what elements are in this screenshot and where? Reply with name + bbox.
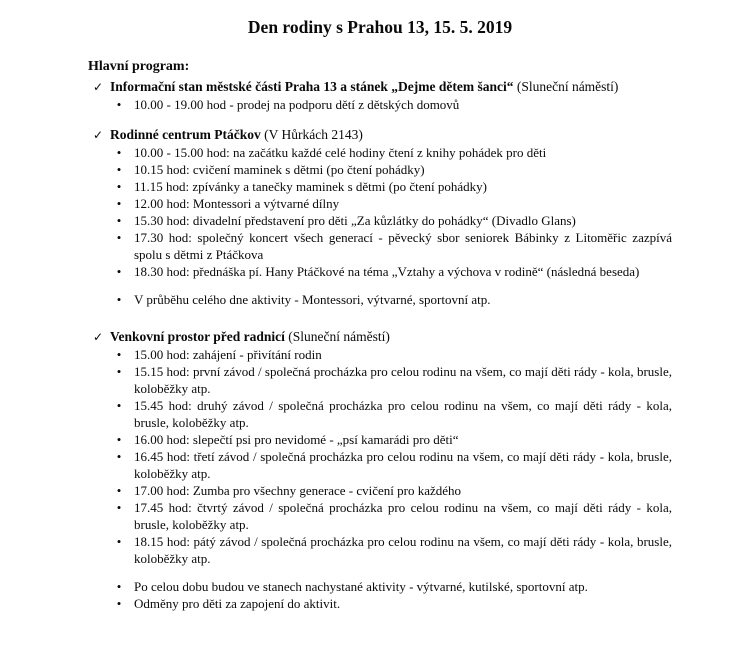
list-item-text: 18.30 hod: přednáška pí. Hany Ptáčkové na téma „Vztahy a výchova v rodině“ (následná beseda): [134, 264, 640, 279]
section-items: [88, 346, 672, 567]
section-title-line: [88, 328, 672, 346]
bullet-icon: •: [116, 213, 122, 228]
bullet-icon: •: [116, 364, 122, 379]
list-item: [88, 499, 672, 533]
list-item: [88, 96, 672, 113]
list-item: [88, 595, 672, 612]
list-item-text: 11.15 hod: zpívánky a tanečky maminek s dětmi (po čtení pohádky): [134, 179, 487, 194]
bullet-icon: •: [116, 534, 122, 549]
list-item-text: 15.45 hod: druhý závod / společná procházka pro celou rodinu na všem, co mají děti rády - kola, brusle, koloběžky atp.: [134, 398, 672, 430]
list-item-text: 15.00 hod: zahájení - přivítání rodin: [134, 347, 322, 362]
list-item-text: 15.30 hod: divadelní představení pro děti „Za kůzlátky do pohádky“ (Divadlo Glans): [134, 213, 576, 228]
document-title: Den rodiny s Prahou 13, 15. 5. 2019: [247, 17, 513, 37]
bullet-icon: •: [116, 579, 122, 594]
list-item-text: Po celou dobu budou ve stanech nachystané aktivity - výtvarné, kutilské, sportovní atp.: [134, 579, 588, 594]
section-title-bold: Informační stan městské části Praha 13 a stánek „Dejme dětem šanci“: [110, 79, 514, 94]
list-item: [88, 291, 672, 308]
section-title-bold: Rodinné centrum Ptáčkov: [110, 127, 261, 142]
list-item: [88, 346, 672, 363]
list-item: [88, 161, 672, 178]
list-item: [88, 263, 672, 280]
section-title-bold: Venkovní prostor před radnicí: [110, 329, 285, 344]
list-item-text: Odměny pro děti za zapojení do aktivit.: [134, 596, 341, 611]
program-section: [88, 78, 672, 113]
list-item: [88, 431, 672, 448]
program-section: [88, 328, 672, 612]
list-item-text: 10.15 hod: cvičení maminek s dětmi (po čtení pohádky): [134, 162, 425, 177]
bullet-icon: •: [116, 196, 122, 211]
section-extra-items: [88, 578, 672, 612]
list-item: [88, 482, 672, 499]
bullet-icon: •: [116, 230, 122, 245]
bullet-icon: •: [116, 500, 122, 515]
bullet-icon: •: [116, 596, 122, 611]
list-item-text: 16.45 hod: třetí závod / společná procházka pro celou rodinu na všem, co mají děti rády - kola, brusle, koloběžky atp.: [134, 449, 672, 481]
list-item: [88, 229, 672, 263]
program-heading: Hlavní program:: [88, 59, 190, 74]
list-item: [88, 363, 672, 397]
list-item: [88, 578, 672, 595]
section-title-rest: (Sluneční náměstí): [284, 329, 390, 344]
section-items: [88, 144, 672, 280]
program-section: [88, 126, 672, 308]
bullet-icon: •: [116, 179, 122, 194]
bullet-icon: •: [116, 292, 122, 307]
list-item: [88, 533, 672, 567]
list-item-text: 10.00 - 19.00 hod - prodej na podporu dětí z dětských domovů: [134, 97, 460, 112]
section-title-line: [88, 126, 672, 144]
bullet-icon: •: [116, 162, 122, 177]
bullet-icon: •: [116, 145, 122, 160]
checkmark-icon: ✓: [93, 330, 104, 344]
section-title-rest: (V Hůrkách 2143): [260, 127, 363, 142]
list-item-text: 10.00 - 15.00 hod: na začátku každé celé hodiny čtení z knihy pohádek pro děti: [134, 145, 547, 160]
bullet-icon: •: [116, 347, 122, 362]
list-item: [88, 144, 672, 161]
bullet-icon: •: [116, 264, 122, 279]
list-item-text: 15.15 hod: první závod / společná procházka pro celou rodinu na všem, co mají děti rády - kola, brusle, koloběžky atp.: [134, 364, 672, 396]
section-items: [88, 96, 672, 113]
section-title: [110, 78, 618, 96]
list-item-text: 12.00 hod: Montessori a výtvarné dílny: [134, 196, 340, 211]
checkmark-icon: ✓: [93, 80, 104, 94]
list-item-text: 17.00 hod: Zumba pro všechny generace - cvičení pro každého: [134, 483, 462, 498]
bullet-icon: •: [116, 432, 122, 447]
list-item: [88, 397, 672, 431]
list-item: [88, 212, 672, 229]
list-item: [88, 195, 672, 212]
list-item-text: 17.45 hod: čtvrtý závod / společná procházka pro celou rodinu na všem, co mají děti rády - kola, brusle, koloběžky atp.: [134, 500, 672, 532]
section-title: [110, 126, 363, 144]
list-item-text: 17.30 hod: společný koncert všech generací - pěvecký sbor seniorek Bábinky z Litoměřic zazpívá spolu s dětmi z Ptáčkova: [134, 230, 672, 262]
section-extra-items: [88, 291, 672, 308]
bullet-icon: •: [116, 97, 122, 112]
bullet-icon: •: [116, 449, 122, 464]
section-title-rest: (Sluneční náměstí): [513, 79, 619, 94]
list-item: [88, 178, 672, 195]
list-item-text: 18.15 hod: pátý závod / společná procházka pro celou rodinu na všem, co mají děti rády - kola, brusle, koloběžky atp.: [134, 534, 672, 566]
section-title-line: [88, 78, 672, 96]
bullet-icon: •: [116, 483, 122, 498]
section-title: [110, 328, 390, 346]
list-item-text: 16.00 hod: slepečtí psi pro nevidomé - „psí kamarádi pro děti“: [134, 432, 459, 447]
bullet-icon: •: [116, 398, 122, 413]
list-item: [88, 448, 672, 482]
list-item-text: V průběhu celého dne aktivity - Montessori, výtvarné, sportovní atp.: [134, 292, 491, 307]
checkmark-icon: ✓: [93, 128, 104, 142]
sections-container: [88, 78, 672, 612]
